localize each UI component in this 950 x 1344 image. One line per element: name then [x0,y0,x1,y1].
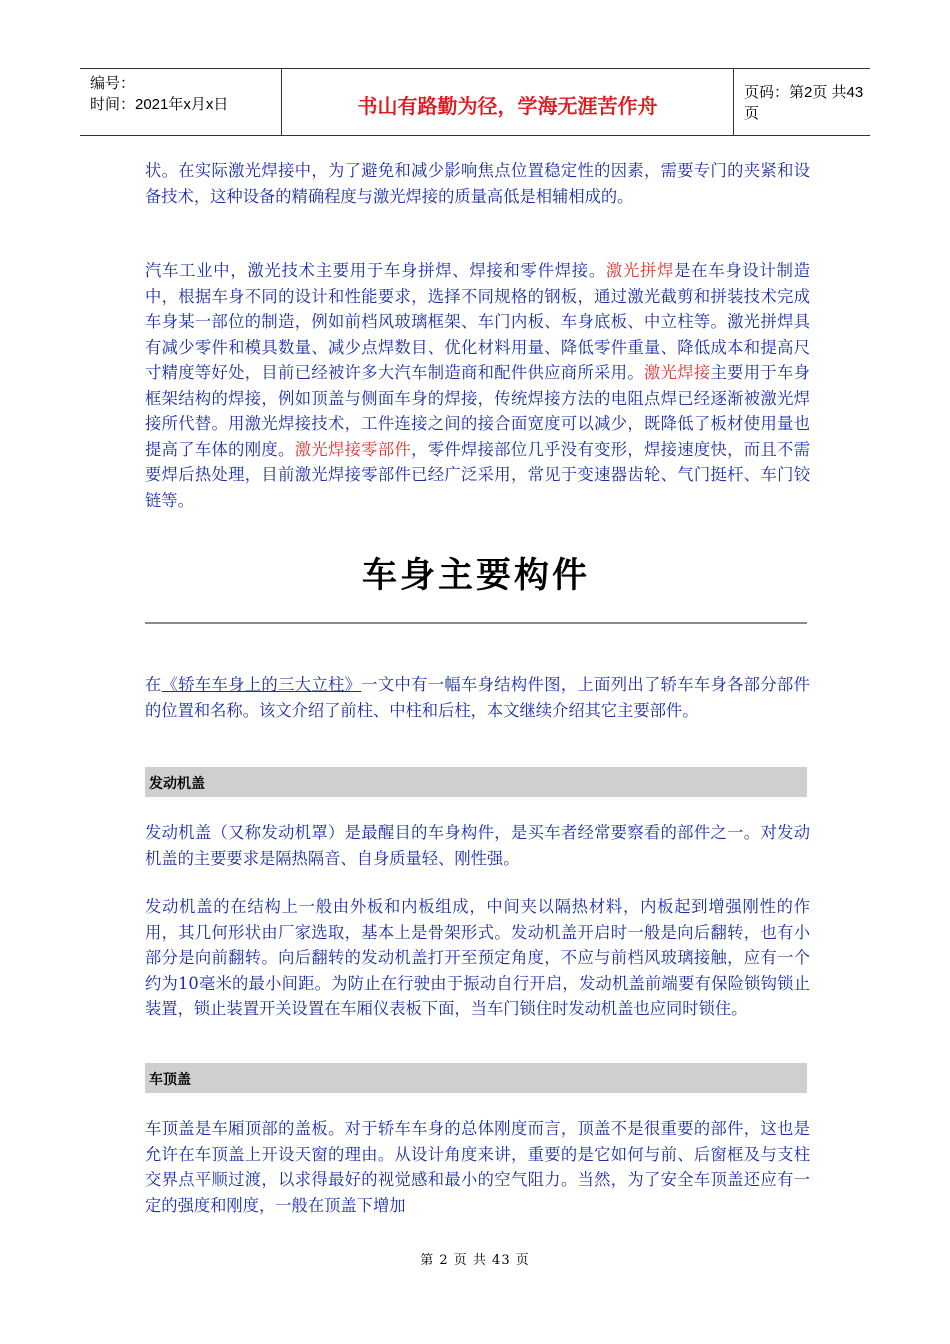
header-meta [80,69,282,135]
body-intro-post: 一文中有一幅车身结构件图，上面列出了轿车车身各部分部件的位置和名称。该文介绍了前柱、中柱和后柱，本文继续介绍其它主要部件。 [145,675,810,720]
intro-paragraph: 状。在实际激光焊接中，为了避免和减少影响焦点位置稳定性的因素，需要专门的夹紧和设备技术，这种设备的精确程度与激光焊接的质量高低是相辅相成的。 [145,161,810,206]
auto-paragraph [145,258,810,513]
hood-paragraph-1: 发动机盖（又称发动机罩）是最醒目的车身构件，是买车者经常要察看的部件之一。对发动机盖的主要要求是隔热隔音、自身质量轻、刚性强。 [145,823,810,868]
auto-text-3: 主要用于车身框架结构的焊接，例如顶盖与侧面车身的焊接，传统焊接方法的电阻点焊已经逐渐被激光焊接所代替。用激光焊接技术，工件连接之间的接合面宽度可以减少，既降低了板材使用量也提高了车体的刚度。 [145,363,810,459]
body-intro-block [145,672,810,723]
roof-paragraph-1: 车顶盖是车厢顶部的盖板。对于轿车车身的总体刚度而言，顶盖不是很重要的部件，这也是允许在车顶盖上开设天窗的理由。从设计角度来讲，重要的是它如何与前、后窗框及与支柱交界点平顺过渡，以求得最好的视觉感和最小的空气阻力。当然，为了安全车顶盖还应有一定的强度和刚度，一般在顶盖下增加 [145,1119,810,1215]
page-footer: 第 2 页 共 43 页 [420,1253,530,1268]
section-title-roof: 车顶盖 [145,1063,807,1093]
intro-block [145,158,810,209]
header-motto: 书山有路勤为径，学海无涯苦作舟 [282,69,734,135]
roof-block-1 [145,1116,810,1218]
heading-divider [145,622,807,624]
auto-text-2: 是在车身设计制造中，根据车身不同的设计和性能要求，选择不同规格的钢板，通过激光截剪和拼装技术完成车身某一部位的制造，例如前档风玻璃框架、车门内板、车身底板、中立柱等。激光拼焊具有减少零件和模具数量、减少点焊数目、优化材料用量、降低零件重量、降低成本和提高尺寸精度等好处，目前已经被许多大汽车制造商和配件供应商所采用。 [145,261,810,382]
body-intro-pre: 在 [145,675,162,694]
article-link[interactable]: 《轿车车身上的三大立柱》 [161,675,362,694]
hood-block-1 [145,820,810,871]
main-heading: 车身主要构件 [361,556,590,596]
body-intro-paragraph [145,672,810,723]
section-title-hood: 发动机盖 [145,767,807,797]
hood-block-2 [145,894,810,1022]
header-page-code: 页码：第2页 共43页 [744,84,864,122]
highlight-laser-welding: 激光焊接 [643,363,711,382]
hood-paragraph-2: 发动机盖的在结构上一般由外板和内板组成，中间夹以隔热材料，内板起到增强刚性的作用，其几何形状由厂家选取，基本上是骨架形式。发动机盖开启时一般是向后翻转，也有小部分是向前翻转。向后翻转的发动机盖打开至预定角度，不应与前档风玻璃接触，应有一个约为10毫米的最小间距。为防止在行驶由于振动自行开启，发动机盖前端要有保险锁钩锁止装置，锁止装置开关设置在车厢仪表板下面，当车门锁住时发动机盖也应同时锁住。 [145,897,810,1018]
highlight-laser-tailor-welding: 激光拼焊 [605,261,675,280]
time-label: 时间：2021年x月x日 [90,96,229,113]
page-header [80,68,870,136]
auto-block [145,258,810,513]
auto-text-4: ，零件焊接部位几乎没有变形，焊接速度快，而且不需要焊后热处理，目前激光焊接零部件已经广泛采用，常见于变速器齿轮、气门挺杆、车门铰链等。 [145,439,810,510]
highlight-laser-welding-parts: 激光焊接零部件 [294,439,412,459]
auto-text-1: 汽车工业中，激光技术主要用于车身拼焊、焊接和零件焊接。 [145,261,606,280]
serial-label: 编号： [90,75,136,92]
